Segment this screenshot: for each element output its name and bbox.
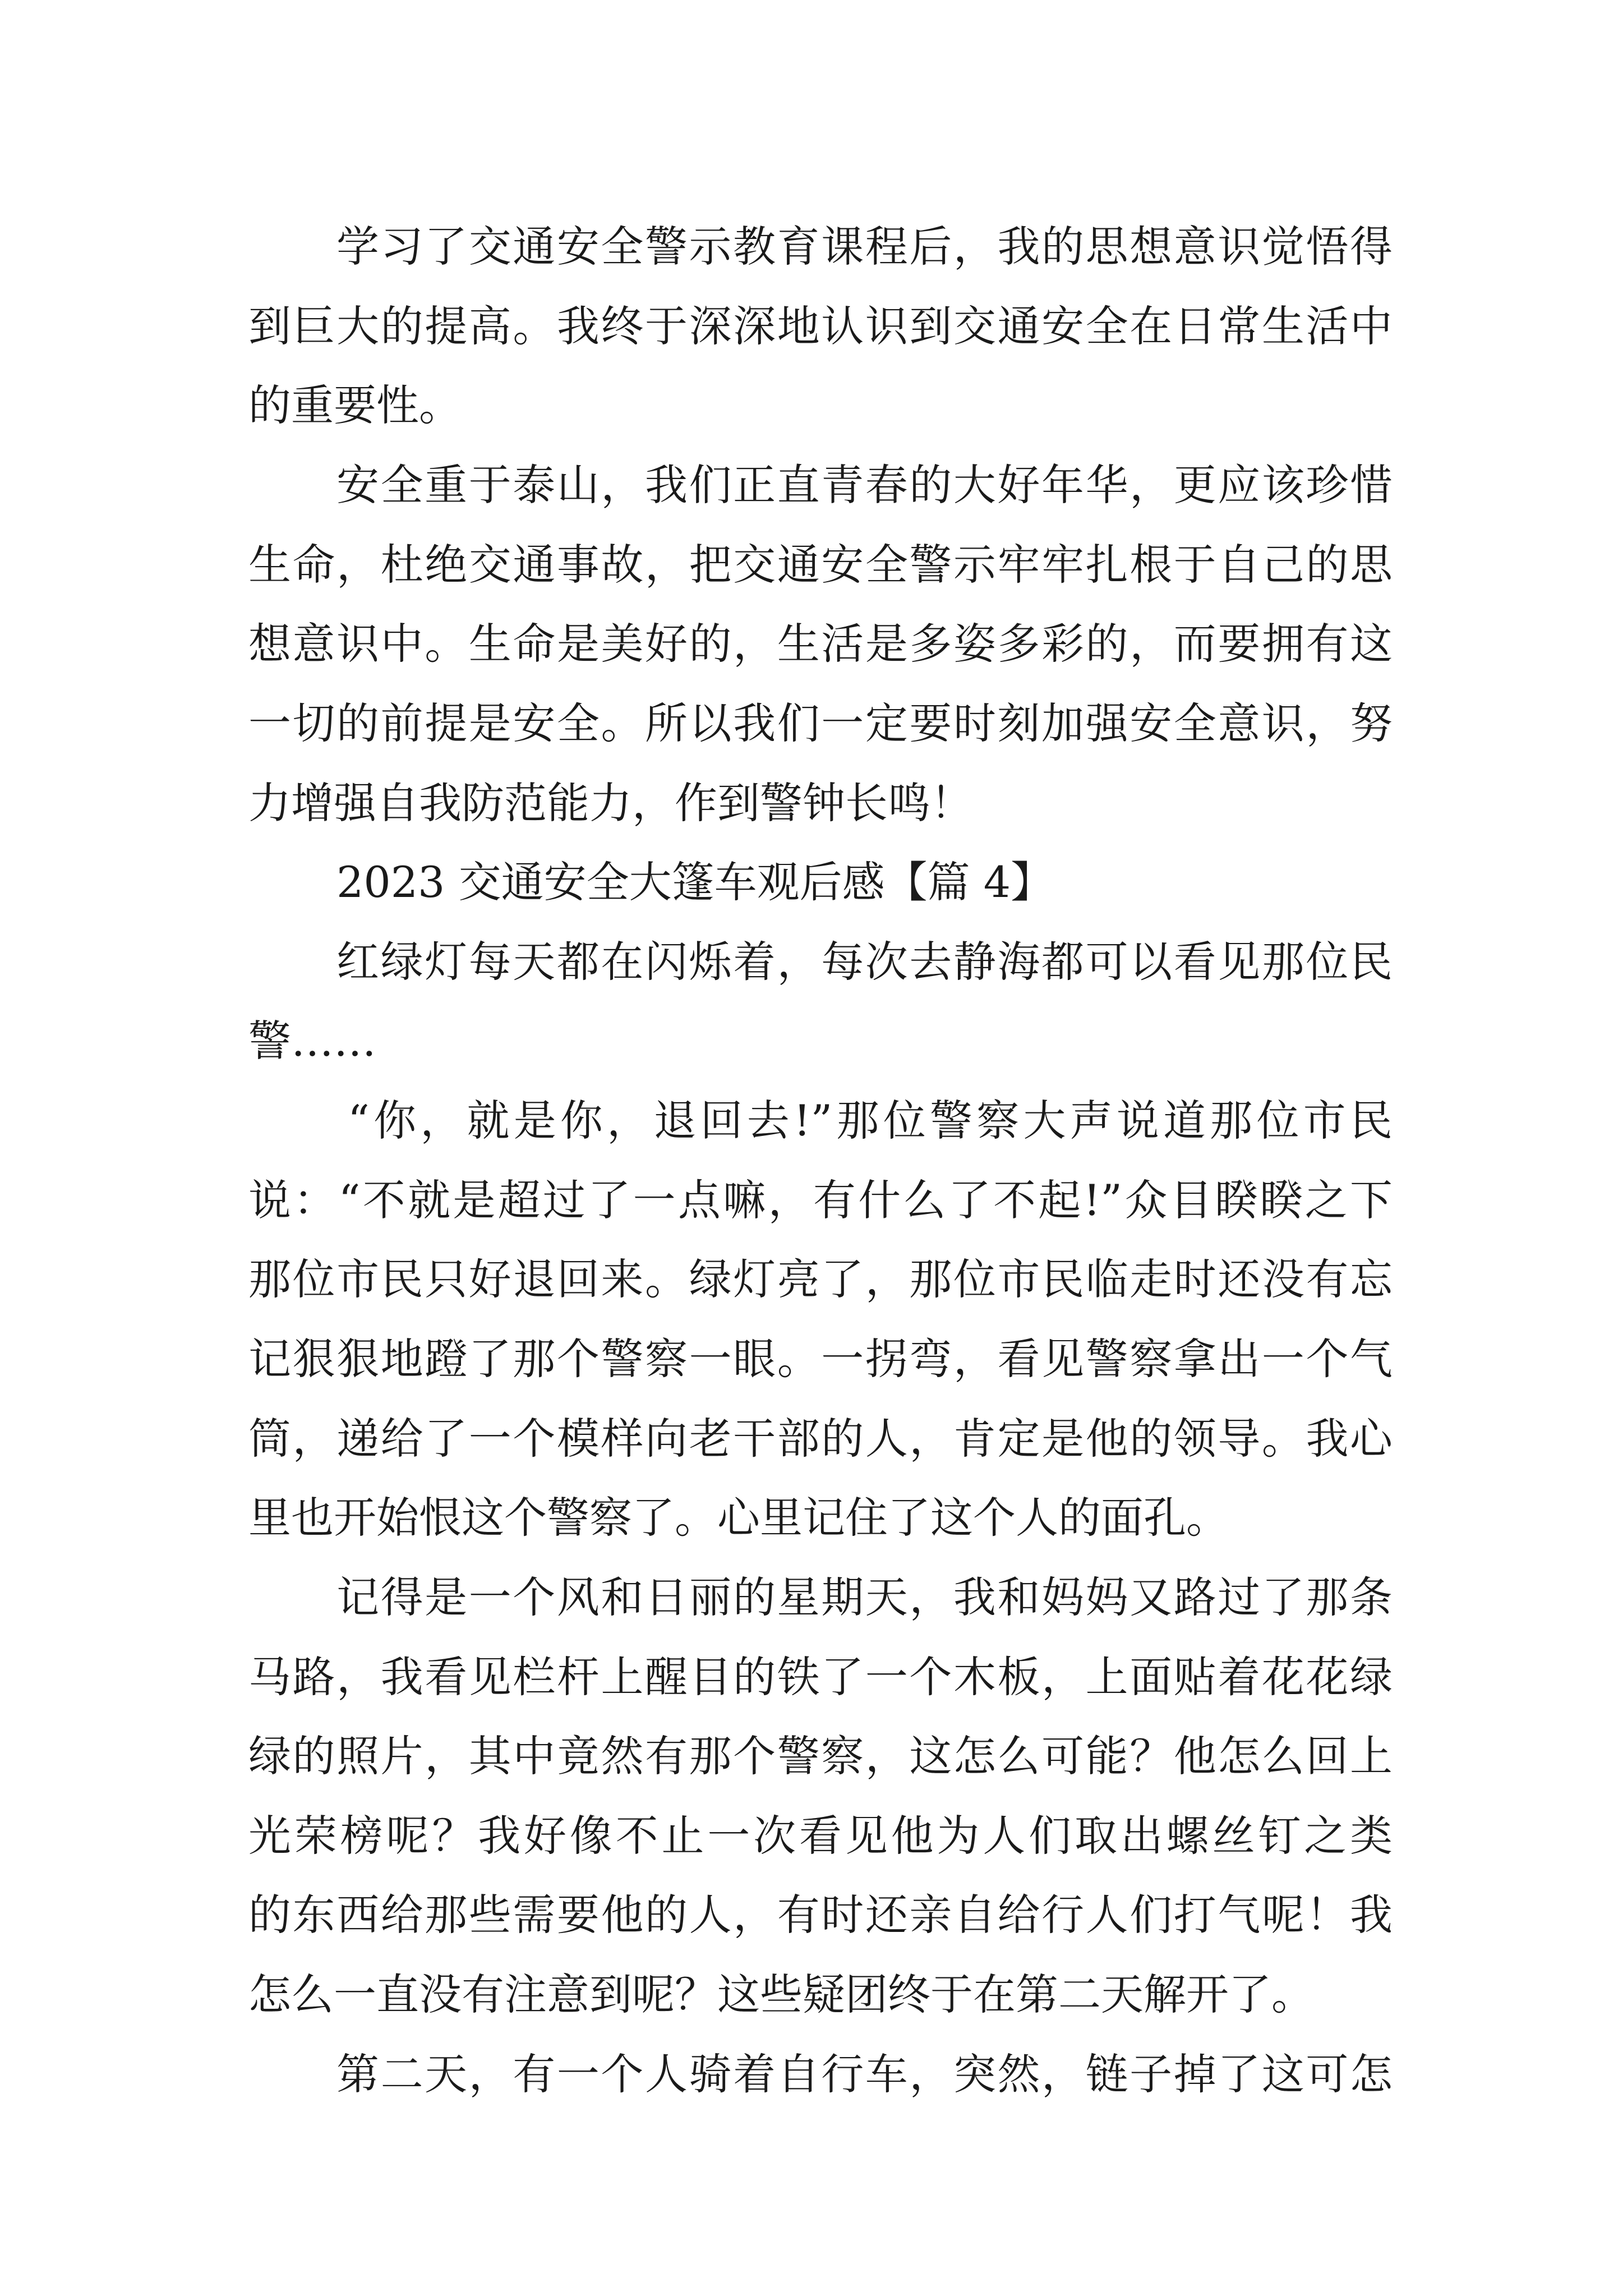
paragraph-line: 的重要性。 [248, 380, 462, 430]
paragraph-line: 的东西给那些需要他的人，有时还亲自给行人们打气呢！我 [248, 1890, 1393, 1940]
paragraph-line: 第二天，有一个人骑着自行车，突然，链子掉了这可怎 [336, 2049, 1393, 2099]
paragraph-line: 红绿灯每天都在闪烁着，每次去静海都可以看见那位民 [336, 937, 1393, 987]
paragraph-line: 力增强自我防范能力，作到警钟长鸣！ [248, 778, 973, 828]
paragraph-line: 记狠狠地蹬了那个警察一眼。一拐弯，看见警察拿出一个气 [248, 1334, 1393, 1384]
paragraph-line: 生命，杜绝交通事故，把交通安全警示牢牢扎根于自己的思 [248, 540, 1393, 590]
paragraph-line: 里也开始恨这个警察了。心里记住了这个人的面孔。 [248, 1493, 1229, 1543]
paragraph-line: 马路，我看见栏杆上醒目的铁了一个木板，上面贴着花花绿 [248, 1652, 1393, 1702]
paragraph-line: 警…… [248, 1016, 376, 1066]
paragraph-line: 想意识中。生命是美好的，生活是多姿多彩的，而要拥有这 [248, 619, 1393, 669]
paragraph-line: 那位市民只好退回来。绿灯亮了，那位市民临走时还没有忘 [248, 1254, 1393, 1304]
paragraph-line: 一切的前提是安全。所以我们一定要时刻加强安全意识，努 [248, 698, 1393, 748]
paragraph-line: 记得是一个风和日丽的星期天，我和妈妈又路过了那条 [336, 1572, 1393, 1622]
paragraph-line: 筒，递给了一个模样向老干部的人，肯定是他的领导。我心 [248, 1414, 1393, 1464]
paragraph-line: “你，就是你，退回去!”那位警察大声说道那位市民 [348, 1096, 1393, 1145]
paragraph-line: 怎么一直没有注意到呢？这些疑团终于在第二天解开了。 [248, 1970, 1314, 2019]
paragraph-line: 安全重于泰山，我们正直青春的大好年华，更应该珍惜 [336, 460, 1393, 510]
paragraph-line: 绿的照片，其中竟然有那个警察，这怎么可能？他怎么回上 [248, 1731, 1393, 1781]
paragraph-line: 学习了交通安全警示教育课程后，我的思想意识觉悟得 [336, 222, 1393, 272]
paragraph-line: 说：“不就是超过了一点嘛，有什么了不起!”众目睽睽之下 [248, 1175, 1393, 1225]
paragraph-line: 到巨大的提高。我终于深深地认识到交通安全在日常生活中 [248, 301, 1393, 351]
section-heading: 2023 交通安全大篷车观后感【篇 4】 [336, 857, 1054, 907]
paragraph-line: 光荣榜呢？我好像不止一次看见他为人们取出螺丝钉之类 [248, 1811, 1393, 1861]
